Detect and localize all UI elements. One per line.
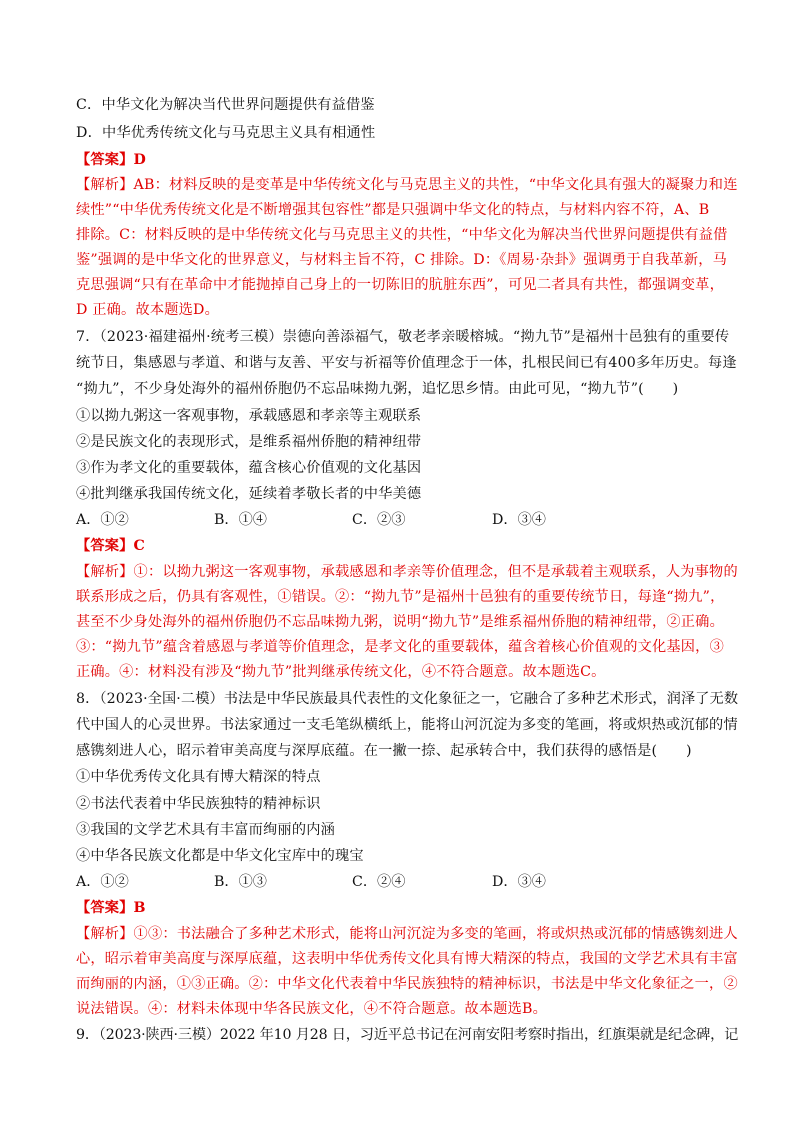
q8-choice-a: A．①②: [76, 874, 129, 890]
q7-choice-b: B．①④: [214, 512, 267, 528]
q6-analysis-line: 鉴”强调的是中华文化的世界意义，与材料主旨不符，C 排除。D：《周易·杂卦》强调勇于自我革新，马: [76, 252, 728, 268]
q6-analysis-line: 续性”“中华优秀传统文化是不断增强其包容性”都是只强调中华文化的特点，与材料内容不符，A、B: [76, 202, 710, 218]
q8-stem-line: 感镌刻进人心，昭示着审美高度与深厚底蕴。在一撇一捺、起承转合中，我们获得的感悟是( ): [76, 743, 692, 759]
q7-analysis-line: 甚至不少身处海外的福州侨胞仍不忘品味拗九粥，说明“拗九节”是维系福州侨胞的精神纽带，②正确。: [76, 614, 724, 630]
q6-answer: 【答案】D: [76, 152, 147, 168]
q7-choice-c: C．②③: [352, 512, 406, 528]
q6-analysis-line: 排除。C：材料反映的是中华传统文化与马克思主义的共性，“中华文化为解决当代世界问题提供有益借: [76, 227, 728, 243]
q6-analysis-line: D 正确。故本题选D。: [76, 302, 219, 318]
q8-item: ④中华各民族文化都是中华文化宝库中的瑰宝: [76, 848, 364, 864]
q7-item: ④批判继承我国传统文化，延续着孝敬长者的中华美德: [76, 486, 422, 502]
q7-stem-line: “拗九”，不少身处海外的福州侨胞仍不忘品味拗九粥，追忆思乡情。由此可见，“拗九节”( ): [76, 381, 679, 397]
q7-answer: 【答案】C: [76, 538, 146, 554]
q7-stem-line: 统节日，集感恩与孝道、和谐与友善、平安与祈福等价值理念于一体，扎根民间已有400多年历史。每逢: [76, 355, 737, 371]
q7-stem-line: 7．（2023·福建福州·统考三模）崇德向善添福气，敬老孝亲暖榕城。“拗九节”是福州十邑独有的重要传: [76, 329, 730, 345]
q8-item: ①中华优秀传文化具有博大精深的特点: [76, 769, 321, 785]
q6-option-c: C．中华文化为解决当代世界问题提供有益借鉴: [76, 97, 375, 113]
q8-choice-b: B．①③: [214, 874, 267, 890]
q8-item: ②书法代表着中华民族独特的精神标识: [76, 796, 321, 812]
q8-choice-d: D．③④: [492, 874, 546, 890]
q8-choice-c: C．②④: [352, 874, 406, 890]
q8-analysis-line: 而绚丽的内涵，①③正确。②：中华文化代表着中华民族独特的精神标识，书法是中华文化象征之一，②: [76, 976, 738, 992]
q7-analysis-line: 正确。④：材料没有涉及“拗九节”批判继承传统文化，④不符合题意。故本题选C。: [76, 664, 606, 680]
q7-analysis-line: 联系形成之后，仍具有客观性，①错误。②：“拗九节”是福州十邑独有的重要传统节日，每逢“拗九”，: [76, 589, 725, 605]
q8-stem-line: 8．（2023·全国·二模）书法是中华民族最具代表性的文化象征之一，它融合了多种艺术形式，润泽了无数: [76, 691, 739, 707]
q8-analysis-line: 【解析】①③：书法融合了多种艺术形式，能将山河沉淀为多变的笔画，将或炽热或沉郁的情感镌刻进人: [76, 926, 738, 942]
q8-stem-line: 代中国人的心灵世界。书法家通过一支毛笔纵横纸上，能将山河沉淀为多变的笔画，将或炽热或沉郁的情: [76, 717, 738, 733]
q6-analysis-line: 克思强调“只有在革命中才能抛掉自己身上的一切陈旧的肮脏东西”，可见二者具有共性，都强调变革，: [76, 277, 724, 293]
q8-analysis-line: 说法错误。④：材料未体现中华各民族文化，④不符合题意。故本题选B。: [76, 1001, 548, 1017]
q7-item: ②是民族文化的表现形式，是维系福州侨胞的精神纽带: [76, 434, 422, 450]
q6-option-d: D．中华优秀传统文化与马克思主义具有相通性: [76, 125, 376, 141]
q7-analysis-line: 【解析】①：以拗九粥这一客观事物，承载感恩和孝亲等价值理念，但不是承载着主观联系，人为事物的: [76, 564, 738, 580]
q8-item: ③我国的文学艺术具有丰富而绚丽的内涵: [76, 822, 335, 838]
q8-answer: 【答案】B: [76, 900, 146, 916]
q7-item: ①以拗九粥这一客观事物，承载感恩和孝亲等主观联系: [76, 408, 422, 424]
q7-analysis-line: ③：“拗九节”蕴含着感恩与孝道等价值理念，是孝文化的重要载体，蕴含着核心价值观的文化基因，③: [76, 639, 724, 655]
q9-stem-line: 9．（2023·陕西·三模）2022 年10 月28 日，习近平总书记在河南安阳考察时指出，红旗渠就是纪念碑，记: [76, 1027, 739, 1043]
q6-analysis-line: 【解析】AB：材料反映的是变革是中华传统文化与马克思主义的共性，“中华文化具有强大的凝聚力和连: [76, 177, 738, 193]
q7-item: ③作为孝文化的重要载体，蕴含核心价值观的文化基因: [76, 460, 422, 476]
q7-choice-a: A．①②: [76, 512, 129, 528]
q8-analysis-line: 心，昭示着审美高度与深厚底蕴，这表明中华优秀传文化具有博大精深的特点，我国的文学艺术具有丰富: [76, 951, 738, 967]
q7-choice-d: D．③④: [492, 512, 546, 528]
